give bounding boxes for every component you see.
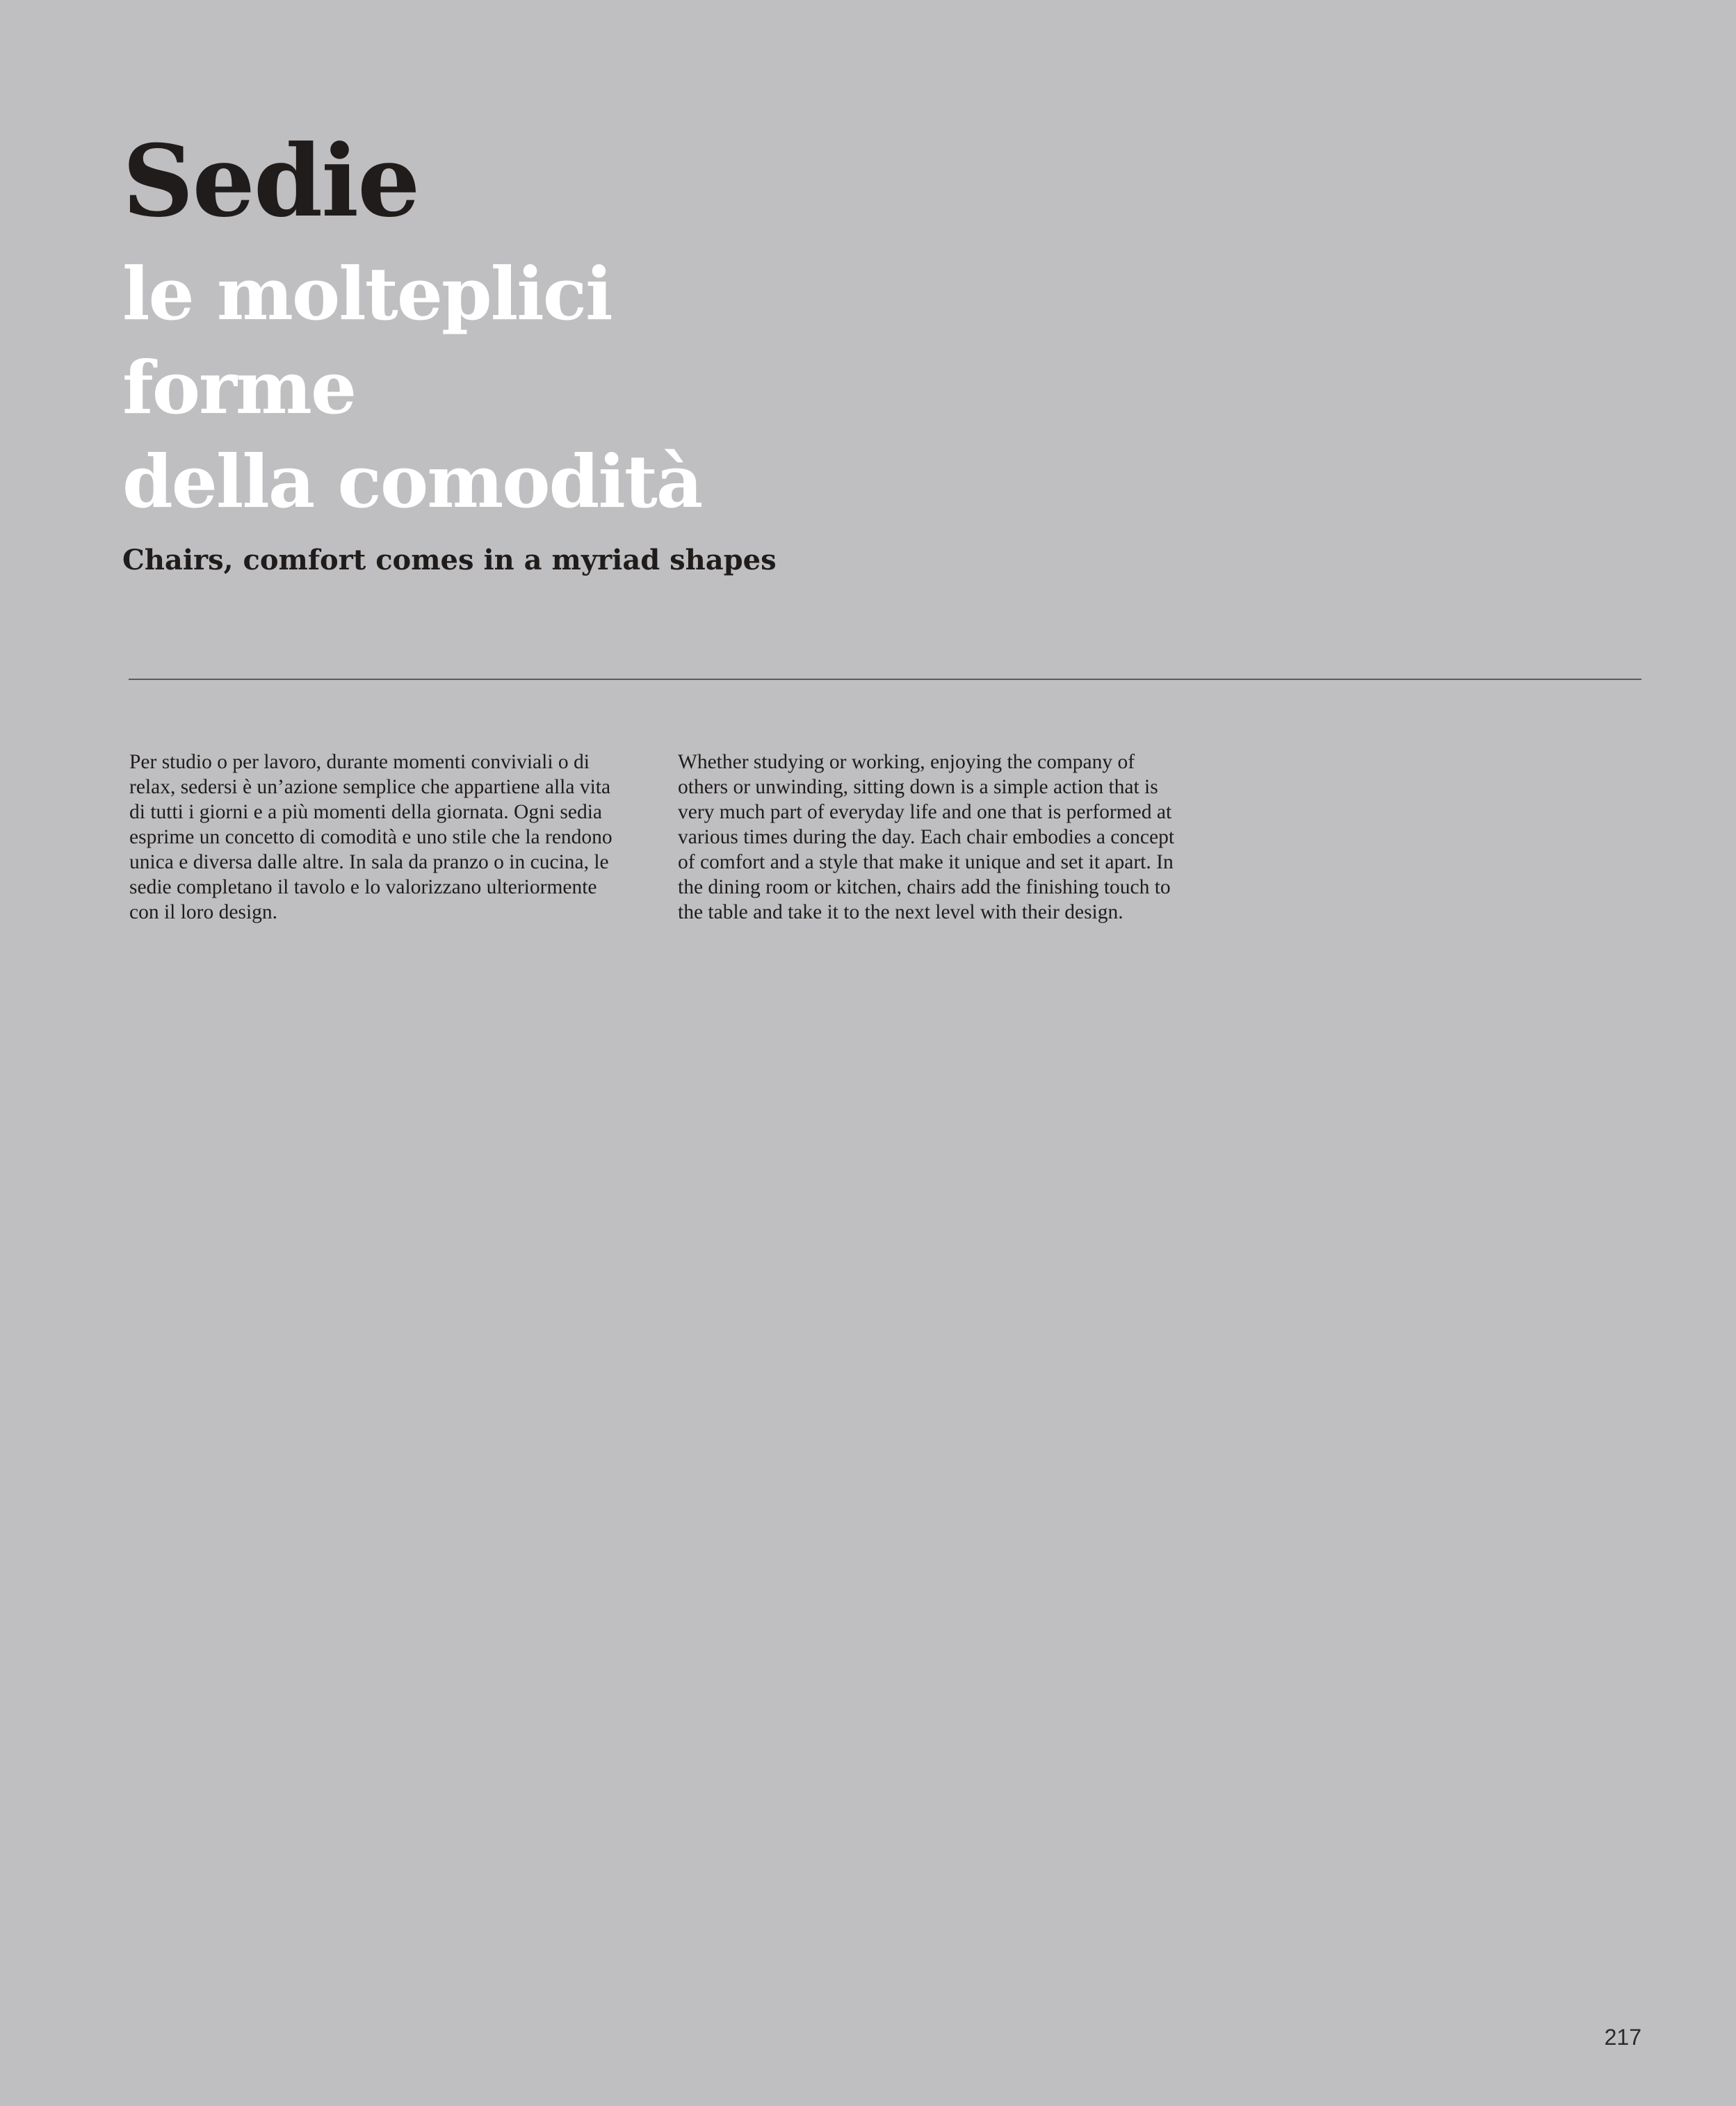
italian-body-text: Per studio o per lavoro, durante momenti conviviali o di relax, sedersi è un’azione semplice che appartiene alla vita di tutti i giorni e a più momenti della giornata. Ogni sedia esprime un concetto di comodità e uno stile che la rendono unica e diversa dalle altre. In sala da pranzo o in cucina, le sedie completano il tavolo e lo valorizzano ulteriormente con il loro design.: [129, 751, 613, 923]
subtitle-line-1: le molteplici: [122, 251, 612, 337]
page-number: 217: [1604, 2025, 1641, 2050]
subtitle-line-3: della comodità: [122, 439, 702, 524]
english-subtitle: Chairs, comfort comes in a myriad shapes: [122, 544, 777, 576]
page-title: Sedie: [122, 124, 419, 239]
section-divider: [129, 679, 1641, 680]
italian-subtitle: [122, 247, 701, 528]
english-body-text: Whether studying or working, enjoying the company of others or unwinding, sitting down is a simple action that is very much part of everyday life and one that is performed at various times during the day. Each chair embodies a concept of comfort and a style that make it unique and set it apart. In the dining room or kitchen, chairs add the finishing touch to the table and take it to the next level with their design.: [678, 751, 1175, 923]
subtitle-line-2: forme: [122, 345, 356, 430]
